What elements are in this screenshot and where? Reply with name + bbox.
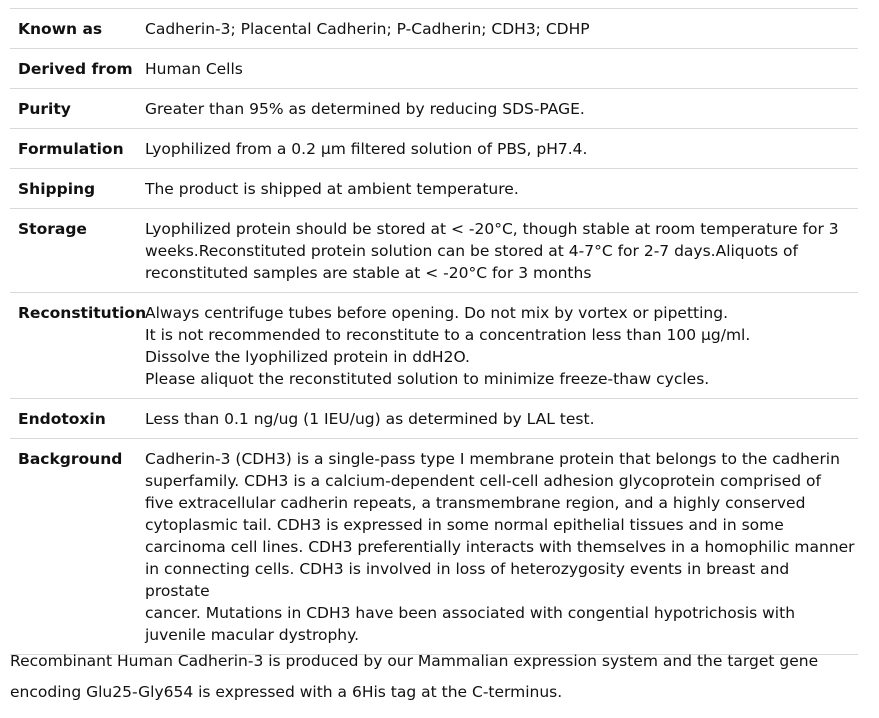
spec-value: [145, 399, 858, 439]
spec-value-line: Dissolve the lyophilized protein in ddH2O.: [145, 348, 470, 366]
spec-row: [10, 209, 858, 293]
spec-label: Purity: [18, 100, 71, 118]
spec-label: Derived from: [18, 60, 133, 78]
spec-value-line: Please aliquot the reconstituted solution to minimize freeze-thaw cycles.: [145, 370, 710, 388]
spec-label: Formulation: [18, 140, 124, 158]
spec-value-line: in connecting cells. CDH3 is involved in loss of heterozygosity events in breast and prostate: [145, 560, 790, 600]
spec-label: Shipping: [18, 180, 96, 198]
description-line: Recombinant Human Cadherin-3 is produced by our Mammalian expression system and the target gene: [10, 652, 819, 670]
spec-row: [10, 293, 858, 399]
spec-label: Endotoxin: [18, 410, 106, 428]
spec-value: [145, 89, 858, 129]
spec-value-line: cytoplasmic tail. CDH3 is expressed in some normal epithelial tissues and in some: [145, 516, 784, 534]
spec-value-line: It is not recommended to reconstitute to a concentration less than 100 μg/ml.: [145, 326, 751, 344]
spec-label: Reconstitution: [18, 304, 147, 322]
spec-label: Background: [18, 450, 123, 468]
spec-value-line: The product is shipped at ambient temperature.: [145, 180, 519, 198]
spec-value: [145, 169, 858, 209]
spec-value-line: Cadherin-3; Placental Cadherin; P-Cadherin; CDH3; CDHP: [145, 20, 590, 38]
spec-value-line: Human Cells: [145, 60, 243, 78]
spec-value: [145, 129, 858, 169]
spec-label: Known as: [18, 20, 103, 38]
spec-value: [145, 9, 858, 49]
spec-row: [10, 49, 858, 89]
spec-value-line: weeks.Reconstituted protein solution can be stored at 4-7°C for 2-7 days.Aliquots of: [145, 242, 798, 260]
spec-value-line: Always centrifuge tubes before opening. Do not mix by vortex or pipetting.: [145, 304, 728, 322]
description-line: encoding Glu25-Gly654 is expressed with a 6His tag at the C-terminus.: [10, 683, 563, 701]
spec-row: [10, 399, 858, 439]
spec-row: [10, 439, 858, 655]
spec-value-line: Less than 0.1 ng/ug (1 IEU/ug) as determined by LAL test.: [145, 410, 595, 428]
spec-value: [145, 209, 858, 293]
spec-value-line: cancer. Mutations in CDH3 have been associated with congential hypotrichosis with: [145, 604, 796, 622]
spec-value: [145, 293, 858, 399]
spec-value-line: five extracellular cadherin repeats, a transmembrane region, and a highly conserved: [145, 494, 806, 512]
spec-value: [145, 439, 858, 655]
spec-row: [10, 169, 858, 209]
spec-value-line: Lyophilized protein should be stored at < -20°C, though stable at room temperature for 3: [145, 220, 839, 238]
spec-value-line: superfamily. CDH3 is a calcium-dependent cell-cell adhesion glycoprotein comprised of: [145, 472, 821, 490]
spec-value-line: juvenile macular dystrophy.: [145, 626, 360, 644]
spec-value: [145, 49, 858, 89]
product-spec-table: [10, 8, 858, 655]
product-description: [10, 646, 870, 708]
spec-value-line: Greater than 95% as determined by reducing SDS-PAGE.: [145, 100, 585, 118]
spec-value-line: Lyophilized from a 0.2 μm filtered solution of PBS, pH7.4.: [145, 140, 588, 158]
spec-table-body: [10, 9, 858, 655]
spec-value-line: reconstituted samples are stable at < -20°C for 3 months: [145, 264, 592, 282]
spec-row: [10, 9, 858, 49]
spec-row: [10, 129, 858, 169]
spec-value-line: carcinoma cell lines. CDH3 preferentially interacts with themselves in a homophilic manner: [145, 538, 855, 556]
spec-row: [10, 89, 858, 129]
spec-label: Storage: [18, 220, 87, 238]
spec-value-line: Cadherin-3 (CDH3) is a single-pass type I membrane protein that belongs to the cadherin: [145, 450, 840, 468]
